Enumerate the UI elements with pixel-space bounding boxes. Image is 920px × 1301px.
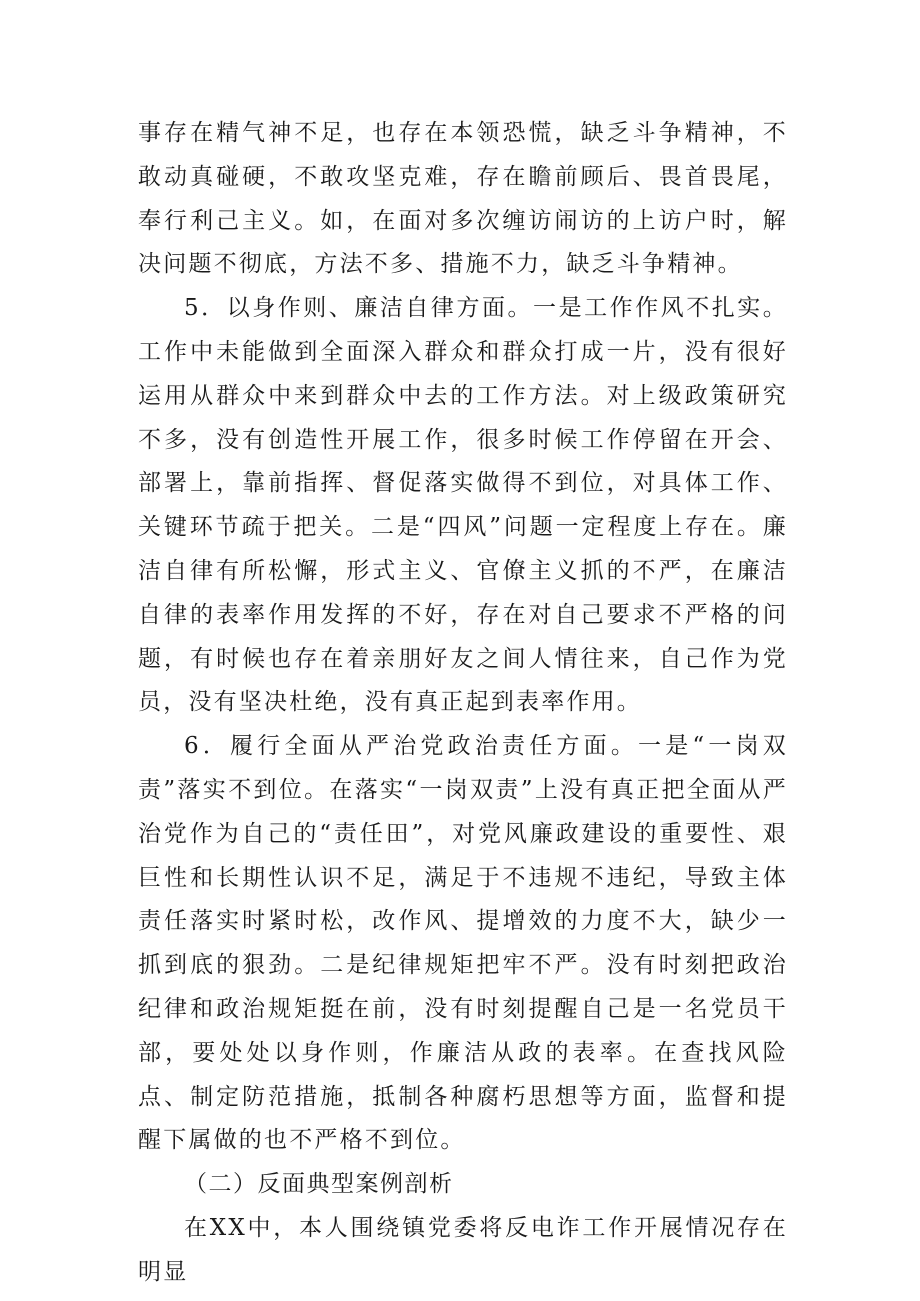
paragraph-case: 在XX中，本人围绕镇党委将反电诈工作开展情况存在明显 [138, 1214, 788, 1285]
paragraph-item-6: 6．履行全面从严治党政治责任方面。一是“一岗双责”落实不到位。在落实“一岗双责”上没有真正把全面从严治党作为自己的“责任田”，对党风廉政建设的重要性、艰巨性和长期性认识不足，满足于不违规不违纪，导致主体责任落实时紧时松，改作风、提增效的力度不大，缺少一抓到底的狠劲。二是纪律规矩把牢不严。没有时刻把政治纪律和政治规矩挺在前，没有时刻提醒自己是一名党员干部，要处处以身作则，作廉洁从政的表率。在查找风险点、制定防范措施，抵制各种腐朽思想等方面，监督和提醒下属做的也不严格不到位。 [138, 733, 788, 1154]
document-body [138, 112, 788, 1295]
section-heading: （二）反面典型案例剖析 [184, 1171, 454, 1198]
paragraph-item-5: 5．以身作则、廉洁自律方面。一是工作作风不扎实。工作中未能做到全面深入群众和群众打成一片，没有很好运用从群众中来到群众中去的工作方法。对上级政策研究不多，没有创造性开展工作，很多时候工作停留在开会、部署上，靠前指挥、督促落实做得不到位，对具体工作、关键环节疏于把关。二是“四风”问题一定程度上存在。廉洁自律有所松懈，形式主义、官僚主义抓的不严，在廉洁自律的表率作用发挥的不好，存在对自己要求不严格的问题，有时候也存在着亲朋好友之间人情往来，自己作为党员，没有坚决杜绝，没有真正起到表率作用。 [138, 295, 788, 716]
paragraph-continuation: 事存在精气神不足，也存在本领恐慌，缺乏斗争精神，不敢动真碰硬，不敢攻坚克难，存在瞻前顾后、畏首畏尾，奉行利己主义。如，在面对多次缠访闹访的上访户时，解决问题不彻底，方法不多、措施不力，缺乏斗争精神。 [138, 120, 788, 278]
